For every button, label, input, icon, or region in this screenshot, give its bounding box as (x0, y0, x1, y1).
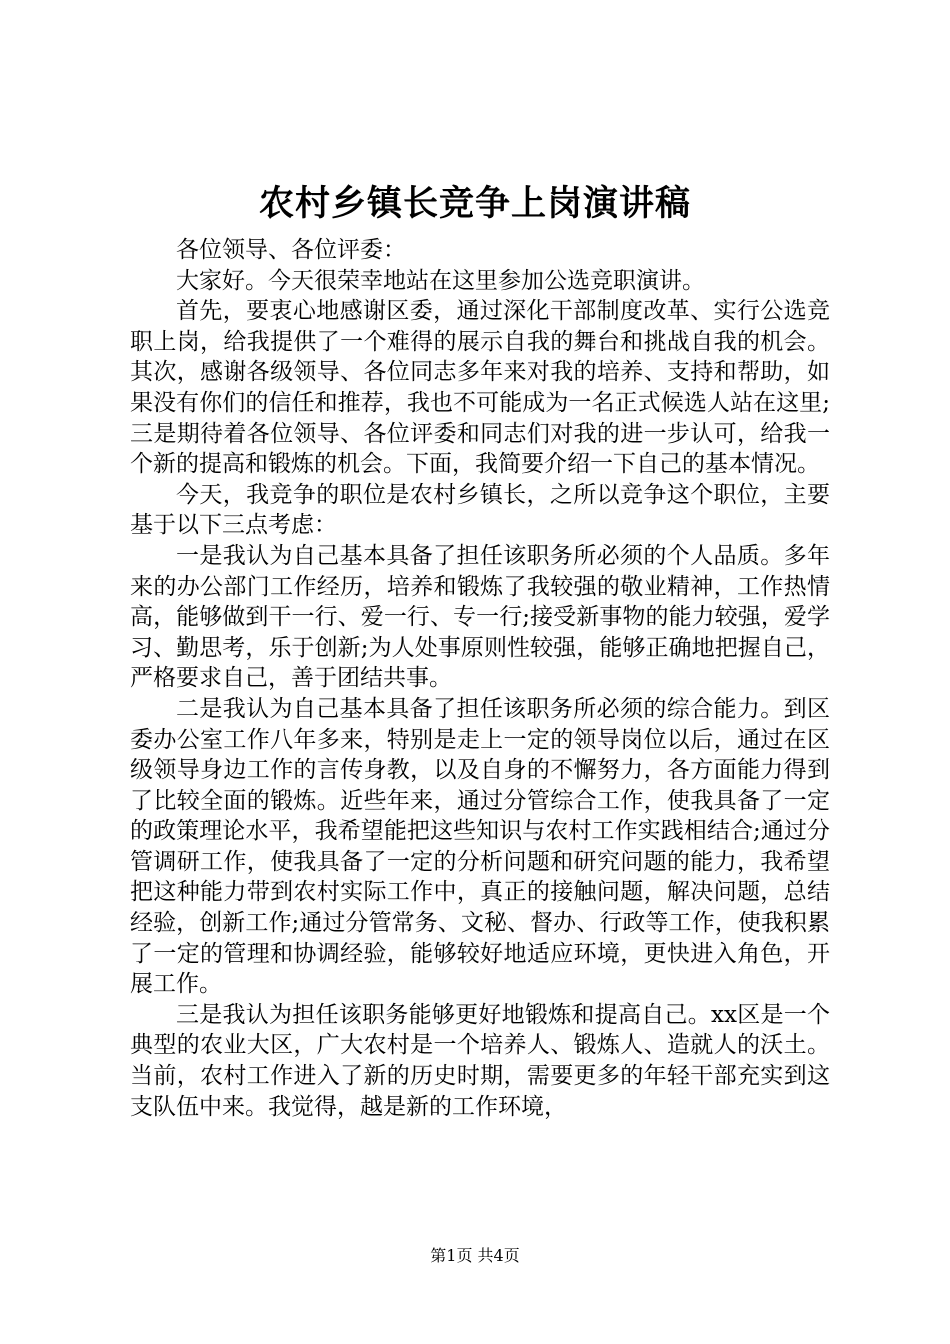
document-body (130, 235, 830, 1122)
thanks-paragraph: 首先，要衷心地感谢区委，通过深化干部制度改革、实行公选竞职上岗，给我提供了一个难得的展示自我的舞台和挑战自我的机会。其次，感谢各级领导、各位同志多年来对我的培养、支持和帮助，如果没有你们的信任和推荐，我也不可能成为一名正式候选人站在这里;三是期待着各位领导、各位评委和同志们对我的进一步认可，给我一个新的提高和锻炼的机会。下面，我简要介绍一下自己的基本情况。 (130, 298, 830, 478)
page-number-footer: 第1页 共4页 (430, 1246, 520, 1265)
greeting-paragraph: 大家好。今天很荣幸地站在这里参加公选竞职演讲。 (176, 267, 705, 294)
reason-two-paragraph: 二是我认为自己基本具备了担任该职务所必须的综合能力。到区委办公室工作八年多来，特别是走上一定的领导岗位以后，通过在区级领导身边工作的言传身教，以及自身的不懈努力，各方面能力得到了比较全面的锻炼。近些年来，通过分管综合工作，使我具备了一定的政策理论水平，我希望能把这些知识与农村工作实践相结合;通过分管调研工作，使我具备了一定的分析问题和研究问题的能力，我希望把这种能力带到农村实际工作中，真正的接触问题，解决问题，总结经验，创新工作;通过分管常务、文秘、督办、行政等工作，使我积累了一定的管理和协调经验，能够较好地适应环境，更快进入角色，开展工作。 (130, 695, 830, 998)
position-paragraph: 今天，我竞争的职位是农村乡镇长，之所以竞争这个职位，主要基于以下三点考虑： (130, 481, 830, 539)
salutation-paragraph: 各位领导、各位评委： (176, 237, 406, 263)
reason-three-paragraph: 三是我认为担任该职务能够更好地锻炼和提高自己。xx区是一个典型的农业大区，广大农村是一个培养人、锻炼人、造就人的沃土。当前，农村工作进入了新的历史时期，需要更多的年轻干部充实到这支队伍中来。我觉得，越是新的工作环境， (130, 1001, 830, 1120)
reason-one-paragraph: 一是我认为自己基本具备了担任该职务所必须的个人品质。多年来的办公部门工作经历，培养和锻炼了我较强的敬业精神，工作热情高，能够做到干一行、爱一行、专一行;接受新事物的能力较强，爱学习、勤思考，乐于创新;为人处事原则性较强，能够正确地把握自己，严格要求自己，善于团结共事。 (130, 542, 830, 692)
document-title: 农村乡镇长竞争上岗演讲稿 (258, 183, 691, 224)
